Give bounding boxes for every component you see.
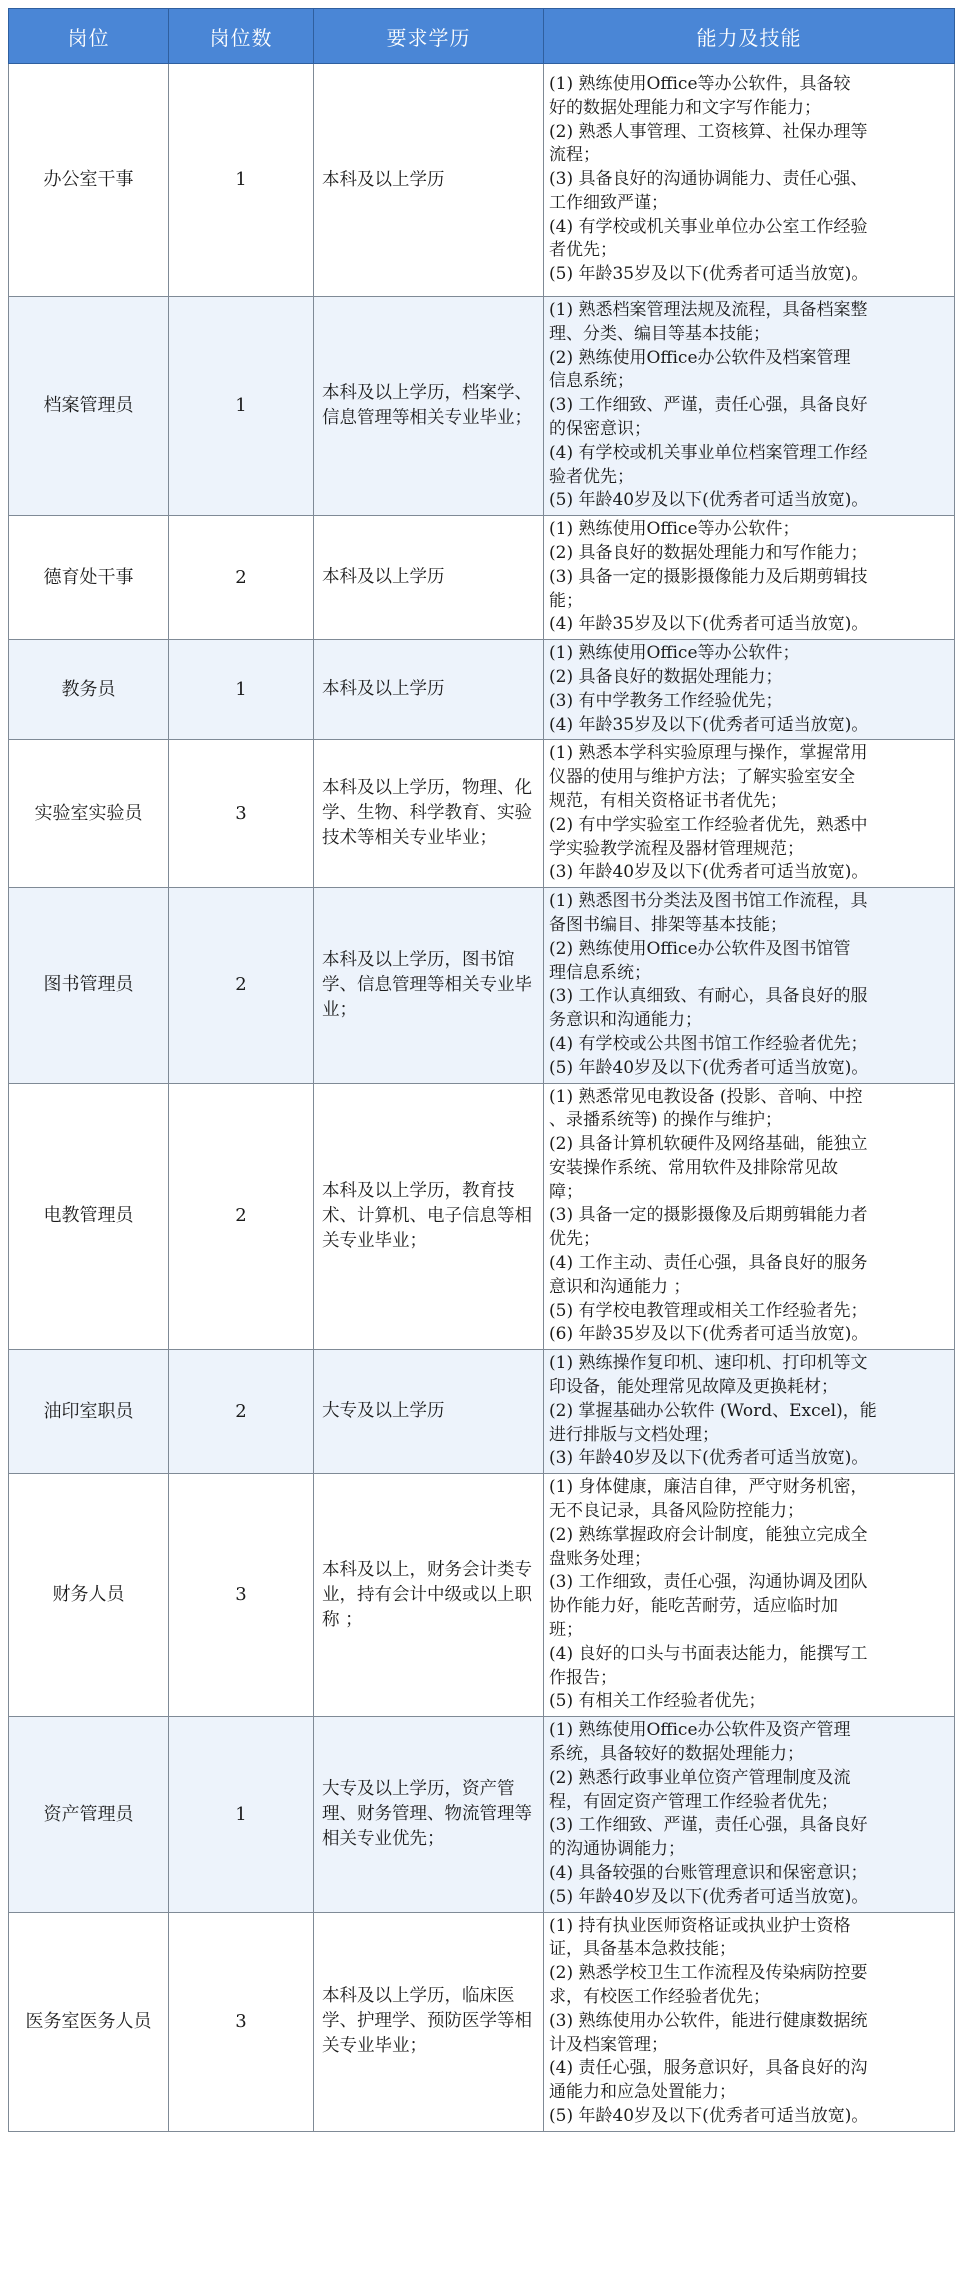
position-cell: 德育处干事 [9, 516, 169, 640]
job-table-container [8, 8, 954, 2132]
skill-line: (4) 责任心强，服务意识好，具备良好的沟 [549, 2058, 868, 2079]
education-cell: 本科及以上学历，图书馆学、信息管理等相关专业毕业； [314, 888, 544, 1083]
skill-line: 流程； [549, 145, 600, 166]
education-cell: 本科及以上学历 [314, 640, 544, 740]
education-cell: 本科及以上，财务会计类专业，持有会计中级或以上职称 ； [314, 1474, 544, 1717]
skill-line: (5) 年龄35岁及以下(优秀者可适当放宽)。 [549, 264, 869, 285]
count-cell: 2 [169, 888, 314, 1083]
skill-line: (2) 熟练使用Office办公软件及图书馆管 [549, 938, 851, 959]
skill-line: (4) 工作主动、责任心强，具备良好的服务 [549, 1253, 868, 1274]
skill-line: (1) 熟悉图书分类法及图书馆工作流程，具 [549, 891, 868, 912]
skill-line: (5) 有相关工作经验者优先； [549, 1691, 766, 1712]
skill-line: 安装操作系统、常用软件及排除常见故 [549, 1157, 838, 1178]
count-cell: 2 [169, 516, 314, 640]
skill-line: (2) 熟悉人事管理、工资核算、社保办理等 [549, 121, 868, 142]
skill-line: (1) 熟练使用Office办公软件及资产管理 [549, 1720, 851, 1741]
skills-cell [544, 1717, 955, 1912]
skill-line: (1) 熟练使用Office等办公软件； [549, 643, 800, 664]
skill-line: 系统，具备较好的数据处理能力； [549, 1744, 804, 1765]
count-cell: 1 [169, 640, 314, 740]
position-cell: 医务室医务人员 [9, 1912, 169, 2131]
position-cell: 电教管理员 [9, 1083, 169, 1350]
skill-line: 协作能力好，能吃苦耐劳，适应临时加 [549, 1596, 838, 1617]
table-row [9, 888, 955, 1083]
skill-line: 能； [549, 590, 583, 611]
table-row [9, 1083, 955, 1350]
skills-cell [544, 1912, 955, 2131]
skill-line: 工作细致严谨； [549, 192, 668, 213]
position-cell: 资产管理员 [9, 1717, 169, 1912]
table-row [9, 1717, 955, 1912]
skill-line: (4) 具备较强的台账管理意识和保密意识； [549, 1863, 868, 1883]
skill-line: 印设备，能处理常见故障及更换耗材； [549, 1377, 838, 1398]
table-row [9, 640, 955, 740]
skill-line: (4) 有学校或公共图书馆工作经验者优先； [549, 1033, 868, 1054]
skill-line: 无不良记录，具备风险防控能力； [549, 1501, 804, 1522]
skill-line: 计及档案管理； [549, 2034, 668, 2055]
count-cell: 3 [169, 1912, 314, 2131]
skill-line: (5) 年龄40岁及以下(优秀者可适当放宽)。 [549, 490, 869, 511]
count-cell: 3 [169, 740, 314, 888]
skill-line: 程，有固定资产管理工作经验者优先； [549, 1791, 838, 1812]
skill-line: 、录播系统等) 的操作与维护； [549, 1110, 783, 1131]
skill-line: (5) 年龄40岁及以下(优秀者可适当放宽)。 [549, 1886, 869, 1907]
skill-line: (3) 年龄40岁及以下(优秀者可适当放宽)。 [549, 862, 869, 883]
count-cell: 1 [169, 1717, 314, 1912]
position-cell: 教务员 [9, 640, 169, 740]
skill-line: 优先； [549, 1229, 600, 1250]
skill-line: (5) 有学校电教管理或相关工作经验者先； [549, 1300, 868, 1321]
skill-line: (4) 良好的口头与书面表达能力，能撰写工 [549, 1643, 868, 1664]
skills-cell [544, 516, 955, 640]
skill-line: 验者优先； [549, 466, 634, 487]
position-cell: 财务人员 [9, 1474, 169, 1717]
skill-line: (1) 熟练使用Office等办公软件； [549, 519, 800, 540]
skill-line: (1) 身体健康，廉洁自律，严守财务机密， [549, 1477, 868, 1498]
skill-line: (3) 工作细致，责任心强，沟通协调及团队 [549, 1572, 868, 1593]
skill-line: 作报告； [549, 1667, 617, 1688]
skill-line: 规范，有相关资格证书者优先； [549, 790, 787, 811]
skill-line: (3) 具备良好的沟通协调能力、责任心强、 [549, 169, 868, 190]
skill-line: (3) 具备一定的摄影摄像及后期剪辑能力者 [549, 1205, 868, 1226]
skills-cell [544, 1083, 955, 1350]
position-cell: 档案管理员 [9, 297, 169, 516]
skill-line: (1) 熟悉本学科实验原理与操作，掌握常用 [549, 743, 868, 764]
skill-line: 障； [549, 1181, 583, 1202]
table-row [9, 740, 955, 888]
count-cell: 2 [169, 1350, 314, 1474]
skill-line: (6) 年龄35岁及以下(优秀者可适当放宽)。 [549, 1324, 869, 1345]
count-cell: 1 [169, 64, 314, 297]
skill-line: (3) 有中学教务工作经验优先； [549, 690, 783, 711]
skill-line: (2) 熟悉学校卫生工作流程及传染病防控要 [549, 1963, 868, 1984]
skill-line: (4) 年龄35岁及以下(优秀者可适当放宽)。 [549, 614, 869, 635]
skill-line: (3) 工作细致、严谨，责任心强，具备良好 [549, 1815, 868, 1836]
skill-line: 好的数据处理能力和文字写作能力； [549, 97, 821, 118]
skill-line: 求，有校医工作经验者优先； [549, 1986, 770, 2007]
skill-line: 理信息系统； [549, 962, 651, 983]
skill-line: 信息系统； [549, 371, 634, 392]
skill-line: 备图书编目、排架等基本技能； [549, 914, 787, 935]
education-cell: 大专及以上学历，资产管理、财务管理、物流管理等相关专业优先； [314, 1717, 544, 1912]
skill-line: 的保密意识； [549, 418, 651, 439]
skill-line: (3) 熟练使用办公软件，能进行健康数据统 [549, 2010, 868, 2031]
skill-line: 盘账务处理； [549, 1548, 651, 1569]
header-position: 岗位 [9, 9, 169, 64]
skill-line: 证，具备基本急救技能； [549, 1939, 736, 1960]
skills-cell [544, 64, 955, 297]
education-cell: 本科及以上学历，档案学、信息管理等相关专业毕业； [314, 297, 544, 516]
skill-line: (2) 具备良好的数据处理能力和写作能力； [549, 542, 868, 563]
header-skills: 能力及技能 [544, 9, 955, 64]
skill-line: 学实验教学流程及器材管理规范； [549, 838, 804, 859]
skill-line: (2) 有中学实验室工作经验者优先，熟悉中 [549, 814, 868, 835]
skill-line: 的沟通协调能力； [549, 1839, 685, 1860]
skill-line: (4) 年龄35岁及以下(优秀者可适当放宽)。 [549, 714, 869, 735]
skill-line: (1) 熟练使用Office等办公软件，具备较 [549, 73, 851, 94]
skill-line: (3) 年龄40岁及以下(优秀者可适当放宽)。 [549, 1448, 869, 1469]
table-row [9, 516, 955, 640]
table-row [9, 1474, 955, 1717]
skill-line: 理、分类、编目等基本技能； [549, 323, 770, 344]
education-cell: 本科及以上学历，物理、化学、生物、科学教育、实验技术等相关专业毕业； [314, 740, 544, 888]
skill-line: 进行排版与文档处理； [549, 1424, 719, 1445]
skill-line: (2) 熟悉行政事业单位资产管理制度及流 [549, 1767, 851, 1788]
education-cell: 本科及以上学历 [314, 516, 544, 640]
skill-line: (1) 熟悉档案管理法规及流程，具备档案整 [549, 300, 868, 320]
skill-line: (3) 工作认真细致、有耐心，具备良好的服 [549, 986, 868, 1007]
table-row [9, 64, 955, 297]
skill-line: (1) 熟悉常见电教设备 (投影、音响、中控 [549, 1086, 863, 1107]
education-cell: 本科及以上学历 [314, 64, 544, 297]
header-count: 岗位数 [169, 9, 314, 64]
table-row [9, 1912, 955, 2131]
skill-line: (2) 熟练掌握政府会计制度，能独立完成全 [549, 1524, 868, 1545]
count-cell: 3 [169, 1474, 314, 1717]
education-cell: 本科及以上学历，教育技术、计算机、电子信息等相关专业毕业； [314, 1083, 544, 1350]
position-cell: 实验室实验员 [9, 740, 169, 888]
education-cell: 本科及以上学历，临床医学、护理学、预防医学等相关专业毕业； [314, 1912, 544, 2131]
skill-line: 者优先； [549, 240, 617, 261]
skill-line: (1) 持有执业医师资格证或执业护士资格 [549, 1915, 851, 1936]
skill-line: 意识和沟通能力 ； [549, 1276, 691, 1297]
skill-line: (3) 具备一定的摄影摄像能力及后期剪辑技 [549, 566, 868, 587]
table-row [9, 297, 955, 516]
skills-cell [544, 1474, 955, 1717]
skill-line: (2) 具备良好的数据处理能力； [549, 666, 783, 687]
position-cell: 图书管理员 [9, 888, 169, 1083]
skill-line: (5) 年龄40岁及以下(优秀者可适当放宽)。 [549, 1057, 869, 1078]
skill-line: 通能力和应急处置能力； [549, 2082, 736, 2103]
skill-line: (2) 具备计算机软硬件及网络基础，能独立 [549, 1134, 868, 1155]
header-education: 要求学历 [314, 9, 544, 64]
count-cell: 1 [169, 297, 314, 516]
education-cell: 大专及以上学历 [314, 1350, 544, 1474]
job-requirements-table [8, 8, 955, 2132]
position-cell: 油印室职员 [9, 1350, 169, 1474]
skills-cell [544, 640, 955, 740]
table-row [9, 1350, 955, 1474]
skill-line: 仪器的使用与维护方法；了解实验室安全 [549, 767, 855, 788]
skill-line: 务意识和沟通能力； [549, 1010, 702, 1031]
skill-line: (3) 工作细致、严谨，责任心强，具备良好 [549, 395, 868, 416]
skills-cell [544, 740, 955, 888]
skills-cell [544, 888, 955, 1083]
table-header-row [9, 9, 955, 64]
skill-line: 班； [549, 1620, 583, 1641]
skill-line: (2) 掌握基础办公软件 (Word、Excel)，能 [549, 1400, 877, 1421]
skills-cell [544, 297, 955, 516]
skill-line: (4) 有学校或机关事业单位档案管理工作经 [549, 442, 868, 463]
skill-line: (2) 熟练使用Office办公软件及档案管理 [549, 347, 851, 368]
position-cell: 办公室干事 [9, 64, 169, 297]
skill-line: (1) 熟练操作复印机、速印机、打印机等文 [549, 1353, 868, 1374]
skills-cell [544, 1350, 955, 1474]
count-cell: 2 [169, 1083, 314, 1350]
skill-line: (5) 年龄40岁及以下(优秀者可适当放宽)。 [549, 2105, 869, 2126]
skill-line: (4) 有学校或机关事业单位办公室工作经验 [549, 216, 868, 237]
